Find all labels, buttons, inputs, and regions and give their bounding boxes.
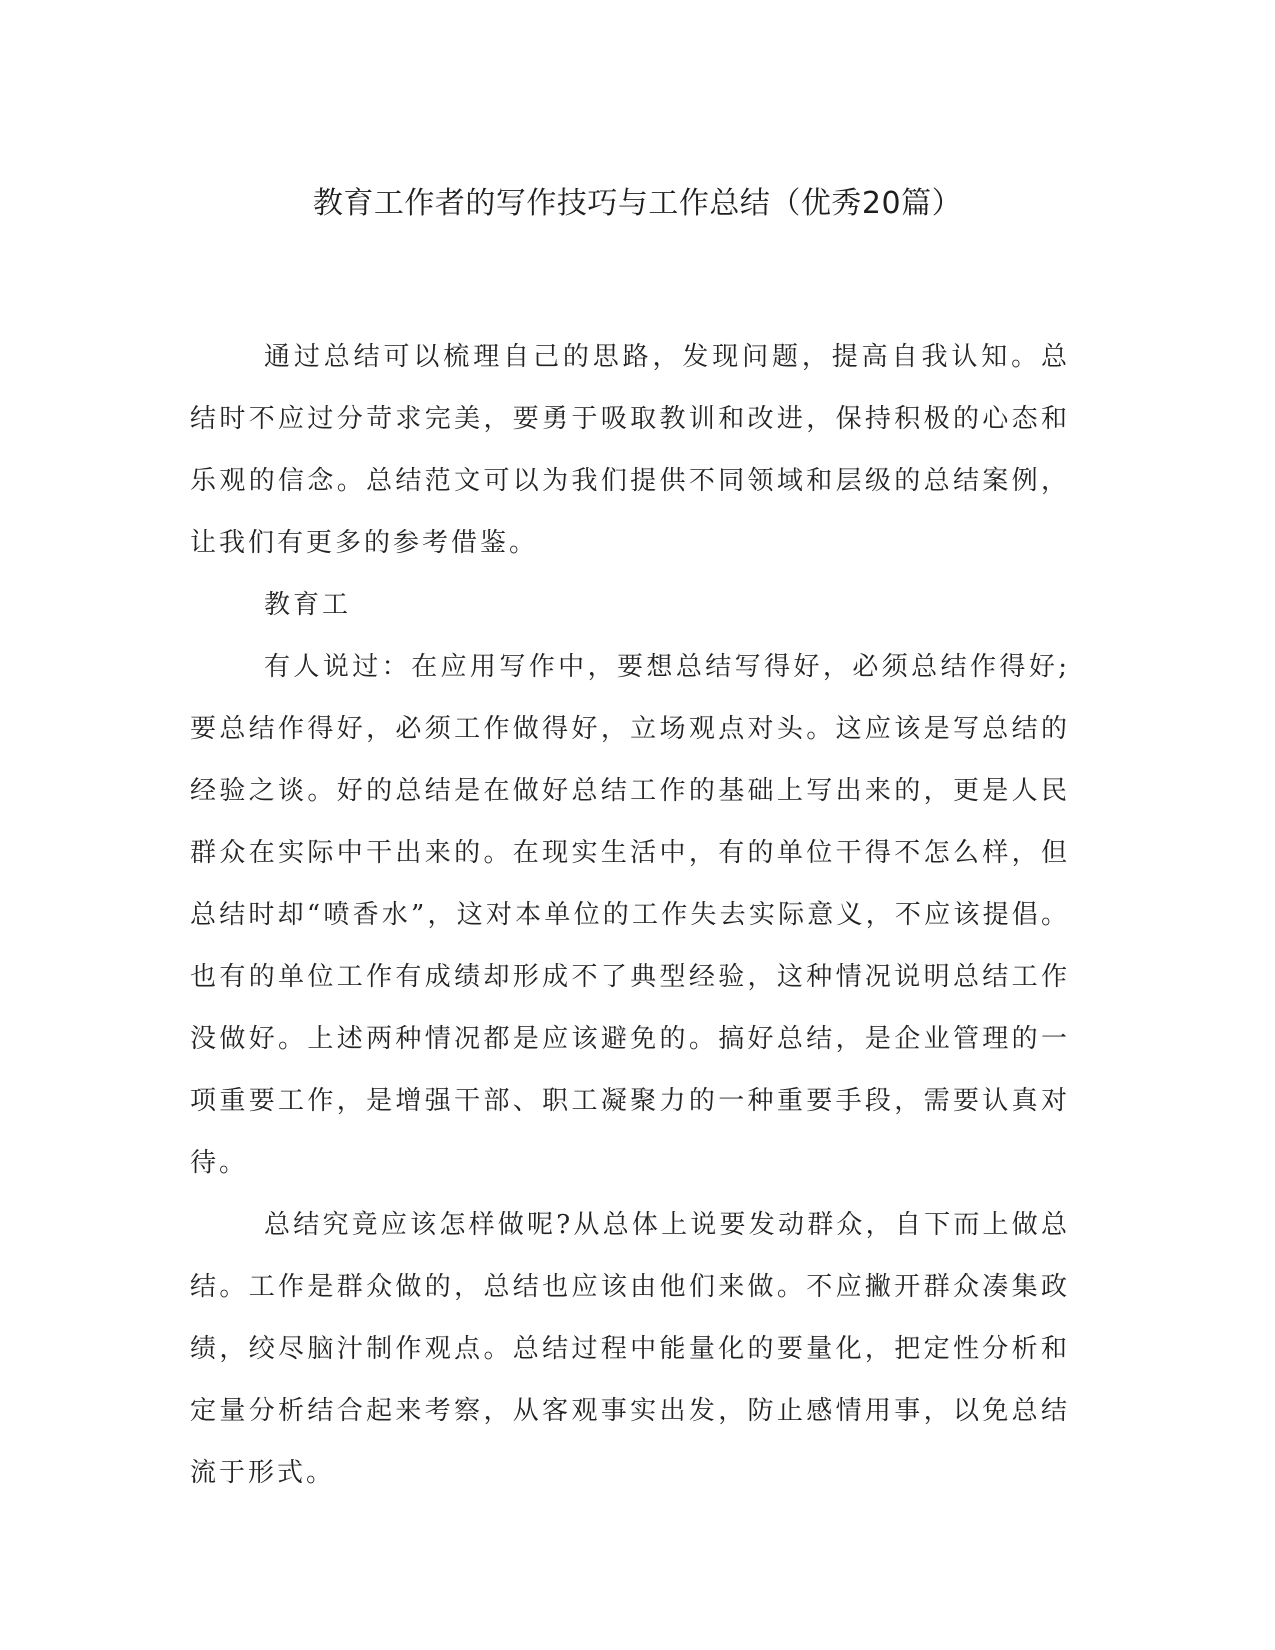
paragraph-how-to-summarize: 总结究竟应该怎样做呢?从总体上说要发动群众，自下而上做总结。工作是群众做的，总结也应该由他们来做。不应撇开群众凑集政绩，绞尽脑汁制作观点。总结过程中能量化的要量化，把定性分析和定量分析结合起来考察，从客观事实出发，防止感情用事，以免总结流于形式。 (190, 1210, 1070, 1488)
paragraph-heading-fragment: 教育工 (264, 590, 352, 620)
document-title: 教育工作者的写作技巧与工作总结（优秀20篇） (312, 186, 963, 221)
paragraph-writing-advice: 有人说过：在应用写作中，要想总结写得好，必须总结作得好;要总结作得好，必须工作做得好，立场观点对头。这应该是写总结的经验之谈。好的总结是在做好总结工作的基础上写出来的，更是人民群众在实际中干出来的。在现实生活中，有的单位干得不怎么样，但总结时却“喷香水”，这对本单位的工作失去实际意义，不应该提倡。也有的单位工作有成绩却形成不了典型经验，这种情况说明总结工作没做好。上述两种情况都是应该避免的。搞好总结，是企业管理的一项重要工作，是增强干部、职工凝聚力的一种重要手段，需要认真对待。 (190, 652, 1070, 1178)
paragraph-intro: 通过总结可以梳理自己的思路，发现问题，提高自我认知。总结时不应过分苛求完美，要勇于吸取教训和改进，保持积极的心态和乐观的信念。总结范文可以为我们提供不同领域和层级的总结案例，让我们有更多的参考借鉴。 (190, 342, 1070, 558)
document-body (190, 326, 1070, 1504)
